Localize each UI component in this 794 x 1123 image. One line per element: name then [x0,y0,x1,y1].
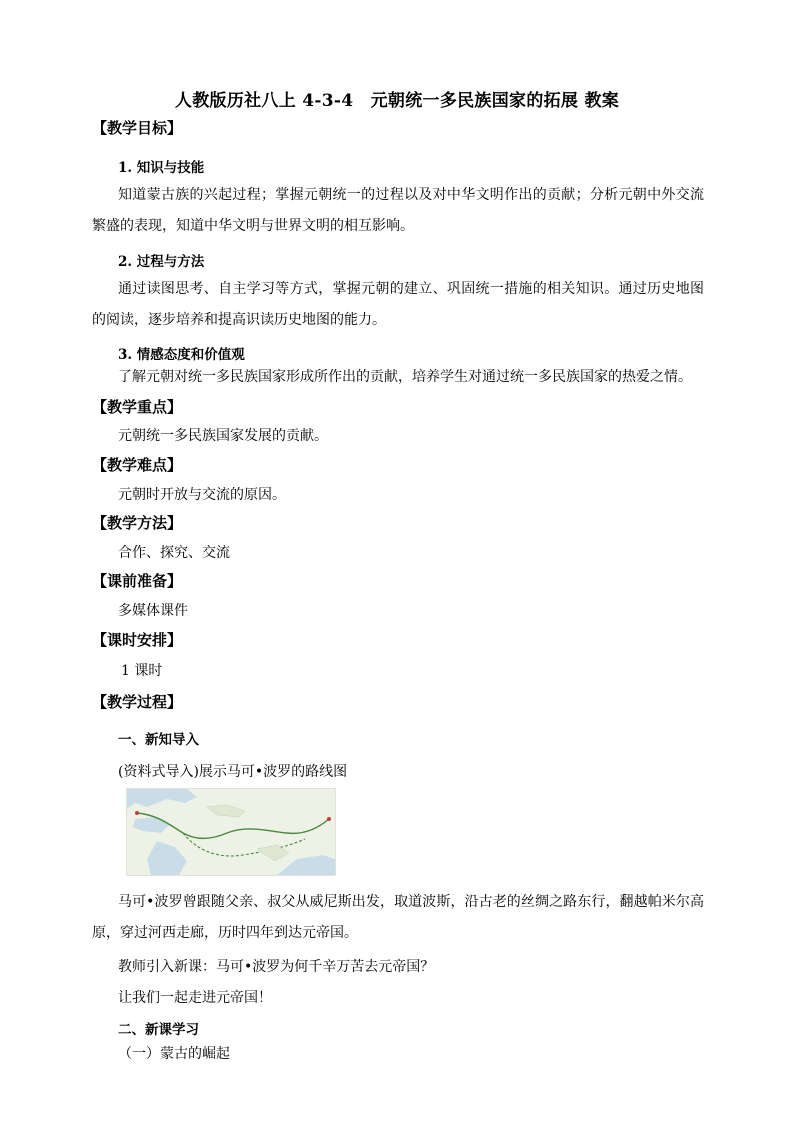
emotion-values-heading: 3. 情感态度和价值观 [118,347,245,363]
process-methods-text: 通过读图思考、自主学习等方式，掌握元朝的建立、巩固统一措施的相关知识。通过历史地图的阅读，逐步培养和提高识读历史地图的能力。 [92,281,704,328]
document-title: 人教版历社八上 4-3-4 元朝统一多民族国家的拓展 教案 [174,91,620,111]
teacher-question: 教师引入新课：马可•波罗为何千辛万苦去元帝国？ [118,959,435,975]
map-start-point [135,811,139,815]
intro-heading: 一、新知导入 [118,732,199,748]
preparation-heading: 【课前准备】 [92,572,183,590]
intro-caption: (资料式导入)展示马可•波罗的路线图 [118,764,348,780]
map-end-point [327,817,331,821]
teaching-process-heading: 【教学过程】 [92,693,183,711]
new-lesson-heading: 二、新课学习 [118,1022,199,1038]
methods-heading: 【教学方法】 [92,514,183,532]
route-map-graphic [127,789,335,875]
process-methods-heading: 2. 过程与方法 [118,254,205,270]
difficulties-text: 元朝时开放与交流的原因。 [118,487,286,503]
methods-text: 合作、探究、交流 [118,545,230,561]
mongol-rise-subheading: （一）蒙古的崛起 [118,1046,230,1062]
key-points-text: 元朝统一多民族国家发展的贡献。 [118,428,328,444]
schedule-heading: 【课时安排】 [92,631,183,649]
marco-polo-narration: 马可•波罗曾跟随父亲、叔父从威尼斯出发，取道波斯，沿古老的丝绸之路东行，翻越帕米尔高原，穿过河西走廊，历时四年到达元帝国。 [92,894,704,941]
objectives-heading: 【教学目标】 [92,119,183,137]
preparation-text: 多媒体课件 [118,603,188,619]
knowledge-skills-heading: 1. 知识与技能 [118,160,205,176]
lets-enter-line: 让我们一起走进元帝国！ [118,990,272,1006]
emotion-values-text: 了解元朝对统一多民族国家形成所作出的贡献，培养学生对通过统一多民族国家的热爱之情。 [118,369,692,385]
marco-polo-route-map [126,788,336,876]
knowledge-skills-text: 知道蒙古族的兴起过程；掌握元朝统一的过程以及对中华文明作出的贡献；分析元朝中外交流繁盛的表现，知道中华文明与世界文明的相互影响。 [92,187,704,234]
difficulties-heading: 【教学难点】 [92,456,183,474]
schedule-text: 1 课时 [121,663,163,679]
key-points-heading: 【教学重点】 [92,398,183,416]
